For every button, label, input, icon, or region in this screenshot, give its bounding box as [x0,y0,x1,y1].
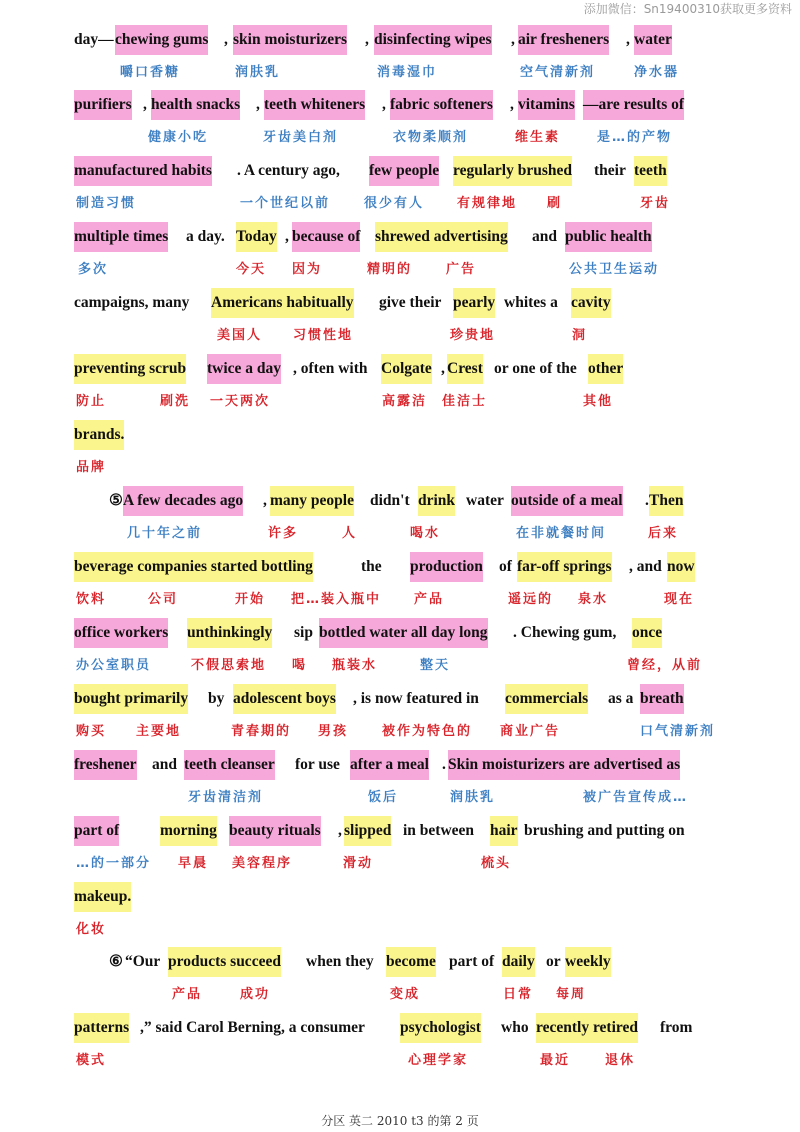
text-line [0,1013,800,1043]
chinese-gloss: 产品 [414,592,445,607]
gloss-line [0,62,800,84]
chinese-gloss: 嚼口香糖 [120,65,181,80]
text-run: give their [379,294,442,311]
chinese-gloss: 现在 [664,592,695,607]
chinese-gloss: 最近 [540,1053,571,1068]
highlighted-phrase: makeup. [74,882,131,912]
chinese-gloss: 早晨 [178,856,209,871]
chinese-gloss: 青春期的 [231,724,292,739]
highlighted-phrase: preventing scrub [74,354,186,384]
chinese-gloss: 口气清新剂 [640,724,716,739]
chinese-gloss: 开始 [235,592,266,607]
text-line [0,288,800,318]
chinese-gloss: 模式 [76,1053,107,1068]
gloss-line [0,457,800,479]
chinese-gloss: 把…装入瓶中 [291,592,382,607]
highlighted-phrase: commercials [505,684,588,714]
text-line [0,90,800,120]
chinese-gloss: 牙齿 [640,196,671,211]
chinese-gloss: 饮料 [76,592,107,607]
highlighted-phrase: multiple times [74,222,168,252]
chinese-gloss: 净水器 [634,65,680,80]
text-line [0,618,800,648]
text-run: “Our [125,953,161,970]
text-run: , is now featured in [353,690,479,707]
highlighted-phrase: skin moisturizers [233,25,347,55]
chinese-gloss: 今天 [236,262,267,277]
text-line [0,222,800,252]
text-run: their [594,162,626,179]
highlighted-phrase: few people [369,156,439,186]
chinese-gloss: 男孩 [318,724,349,739]
chinese-gloss: 主要地 [136,724,182,739]
text-run: day— [74,31,114,48]
chinese-gloss: 衣物柔顺剂 [393,130,469,145]
highlighted-phrase: brands. [74,420,124,450]
text-run: ⑥ [109,953,123,970]
highlighted-phrase: Colgate [381,354,432,384]
text-run: whites a [504,294,558,311]
text-run: , [285,228,289,245]
highlighted-phrase: vitamins [518,90,575,120]
text-run: water [466,492,504,509]
chinese-gloss: 品牌 [76,460,107,475]
highlighted-phrase: psychologist [400,1013,481,1043]
chinese-gloss: 曾经，从前 [627,658,703,673]
highlighted-phrase: chewing gums [115,25,208,55]
highlighted-phrase: public health [565,222,652,252]
highlighted-phrase: drink [418,486,455,516]
text-run: when they [306,953,374,970]
text-run: , [441,360,445,377]
chinese-gloss: 刷 [547,196,563,211]
chinese-gloss: 习惯性地 [293,328,354,343]
text-line [0,947,800,977]
highlighted-phrase: other [588,354,623,384]
text-run: . [645,492,649,509]
highlighted-phrase: become [386,947,436,977]
highlighted-phrase: patterns [74,1013,129,1043]
text-run: the [361,558,382,575]
chinese-gloss: 几十年之前 [127,526,203,541]
chinese-gloss: 广告 [446,262,477,277]
chinese-gloss: 喝水 [410,526,441,541]
text-run: as a [608,690,634,707]
chinese-gloss: 润肤乳 [235,65,281,80]
text-run: and [532,228,557,245]
highlighted-phrase: slipped [344,816,391,846]
highlighted-phrase: disinfecting wipes [374,25,492,55]
highlighted-phrase: purifiers [74,90,132,120]
text-run: and [152,756,177,773]
highlighted-phrase: outside of a meal [511,486,623,516]
highlighted-phrase: Americans habitually [211,288,354,318]
highlighted-phrase: Skin moisturizers are advertised as [448,750,680,780]
chinese-gloss: 日常 [503,987,534,1002]
highlighted-phrase: Then [649,486,683,516]
highlighted-phrase: morning [160,816,217,846]
chinese-gloss: 有规律地 [457,196,518,211]
chinese-gloss: 润肤乳 [450,790,496,805]
highlighted-phrase: water [634,25,672,55]
highlighted-phrase: Crest [447,354,483,384]
chinese-gloss: 珍贵地 [450,328,496,343]
chinese-gloss: 整天 [420,658,451,673]
highlighted-phrase: production [410,552,483,582]
chinese-gloss: 消毒湿巾 [377,65,438,80]
text-run: . Chewing gum, [513,624,617,641]
text-run: , [510,96,514,113]
text-line [0,25,800,55]
chinese-gloss: 佳洁士 [442,394,488,409]
gloss-line [0,523,800,545]
chinese-gloss: 制造习惯 [76,196,137,211]
gloss-line [0,325,800,347]
highlighted-phrase: A few decades ago [123,486,243,516]
text-run: or one of the [494,360,577,377]
text-line [0,882,800,912]
highlighted-phrase: unthinkingly [187,618,272,648]
text-run: campaigns, many [74,294,190,311]
chinese-gloss: 牙齿美白剂 [263,130,339,145]
text-line [0,552,800,582]
text-run: a day. [186,228,225,245]
text-run: , [224,31,228,48]
gloss-line [0,1050,800,1072]
text-run: , and [629,558,662,575]
text-run: , [626,31,630,48]
chinese-gloss: 在非就餐时间 [516,526,607,541]
chinese-gloss: 牙齿清洁剂 [188,790,264,805]
chinese-gloss: 防止 [76,394,107,409]
text-run: of [499,558,512,575]
text-line [0,156,800,186]
text-line [0,354,800,384]
highlighted-phrase: —are results of [583,90,684,120]
text-run: , [382,96,386,113]
highlighted-phrase: part of [74,816,119,846]
chinese-gloss: 泉水 [578,592,609,607]
text-line [0,750,800,780]
gloss-line [0,655,800,677]
chinese-gloss: 一个世纪以前 [240,196,331,211]
highlighted-phrase: regularly brushed [453,156,572,186]
text-run: or [546,953,561,970]
chinese-gloss: …的一部分 [76,856,152,871]
chinese-gloss: 变成 [390,987,421,1002]
chinese-gloss: 一天两次 [210,394,271,409]
highlighted-phrase: hair [490,816,518,846]
gloss-line [0,919,800,941]
chinese-gloss: 刷洗 [160,394,191,409]
chinese-gloss: 遥远的 [508,592,554,607]
text-run: . [442,756,446,773]
highlighted-phrase: once [632,618,662,648]
text-run: brushing and putting on [524,822,685,839]
chinese-gloss: 办公室职员 [76,658,152,673]
chinese-gloss: 退休 [605,1053,636,1068]
gloss-line [0,391,800,413]
chinese-gloss: 成功 [240,987,271,1002]
highlighted-phrase: bottled water all day long [319,618,488,648]
highlighted-phrase: recently retired [536,1013,638,1043]
text-run: , [365,31,369,48]
chinese-gloss: 化妆 [76,922,107,937]
highlighted-phrase: breath [640,684,684,714]
highlighted-phrase: office workers [74,618,168,648]
highlighted-phrase: teeth [634,156,667,186]
highlighted-phrase: health snacks [151,90,240,120]
chinese-gloss: 洞 [572,328,588,343]
chinese-gloss: 梳头 [481,856,512,871]
text-run: , [256,96,260,113]
gloss-line [0,589,800,611]
highlighted-phrase: cavity [571,288,611,318]
highlighted-phrase: far-off springs [517,552,612,582]
text-run: who [501,1019,529,1036]
text-run: part of [449,953,495,970]
chinese-gloss: 因为 [292,262,323,277]
chinese-gloss: 精明的 [367,262,413,277]
highlighted-phrase: manufactured habits [74,156,212,186]
chinese-gloss: 后来 [648,526,679,541]
page-footer: 分区 英二 2010 t3 的第 2 页 [321,1114,479,1128]
chinese-gloss: 人 [342,526,358,541]
chinese-gloss: 瓶装水 [332,658,378,673]
highlighted-phrase: pearly [453,288,495,318]
text-run: ⑤ [109,492,123,509]
text-run: , [263,492,267,509]
chinese-gloss: 维生素 [515,130,561,145]
highlighted-phrase: now [667,552,695,582]
text-line [0,420,800,450]
highlighted-phrase: beverage companies started bottling [74,552,313,582]
highlighted-phrase: twice a day [207,354,281,384]
text-run: , [511,31,515,48]
chinese-gloss: 被广告宣传成… [583,790,689,805]
text-run: ,” said Carol Berning, a consumer [140,1019,365,1036]
chinese-gloss: 购买 [76,724,107,739]
chinese-gloss: 其他 [583,394,614,409]
chinese-gloss: 每周 [556,987,587,1002]
chinese-gloss: 许多 [268,526,299,541]
text-run: sip [294,624,313,641]
gloss-line [0,787,800,809]
chinese-gloss: 是…的产物 [597,130,673,145]
chinese-gloss: 空气清新剂 [520,65,596,80]
text-run: didn't [370,492,410,509]
highlighted-phrase: after a meal [350,750,429,780]
chinese-gloss: 被作为特色的 [382,724,473,739]
highlighted-phrase: Today [236,222,277,252]
chinese-gloss: 高露洁 [382,394,428,409]
highlighted-phrase: bought primarily [74,684,188,714]
gloss-line [0,721,800,743]
highlighted-phrase: beauty rituals [229,816,321,846]
text-run: , [143,96,147,113]
highlighted-phrase: teeth whiteners [264,90,365,120]
text-run: , [338,822,342,839]
highlighted-phrase: products succeed [168,947,281,977]
text-run: by [208,690,225,707]
chinese-gloss: 心理学家 [408,1053,469,1068]
gloss-line [0,127,800,149]
highlighted-phrase: teeth cleanser [184,750,275,780]
gloss-line [0,984,800,1006]
gloss-line [0,193,800,215]
gloss-line [0,259,800,281]
text-line [0,816,800,846]
chinese-gloss: 健康小吃 [148,130,209,145]
chinese-gloss: 公共卫生运动 [569,262,660,277]
chinese-gloss: 喝 [292,658,308,673]
highlighted-phrase: fabric softeners [390,90,493,120]
text-run: in between [403,822,475,839]
highlighted-phrase: adolescent boys [233,684,336,714]
highlighted-phrase: daily [502,947,535,977]
highlighted-phrase: freshener [74,750,137,780]
highlighted-phrase: air fresheners [518,25,609,55]
highlighted-phrase: many people [270,486,354,516]
chinese-gloss: 公司 [148,592,179,607]
chinese-gloss: 多次 [78,262,109,277]
watermark-text: 添加微信：Sn19400310获取更多资料 [583,2,792,16]
text-run: for use [295,756,340,773]
chinese-gloss: 美容程序 [232,856,293,871]
chinese-gloss: 商业广告 [500,724,561,739]
text-line [0,486,800,516]
chinese-gloss: 产品 [172,987,203,1002]
highlighted-phrase: weekly [565,947,611,977]
chinese-gloss: 滑动 [343,856,374,871]
gloss-line [0,853,800,875]
text-run: , often with [293,360,368,377]
text-run: . A century ago, [237,162,340,179]
highlighted-phrase: because of [292,222,360,252]
chinese-gloss: 很少有人 [364,196,425,211]
chinese-gloss: 饭后 [368,790,399,805]
text-line [0,684,800,714]
chinese-gloss: 不假思索地 [191,658,267,673]
chinese-gloss: 美国人 [217,328,263,343]
text-run: from [660,1019,693,1036]
highlighted-phrase: shrewed advertising [375,222,508,252]
